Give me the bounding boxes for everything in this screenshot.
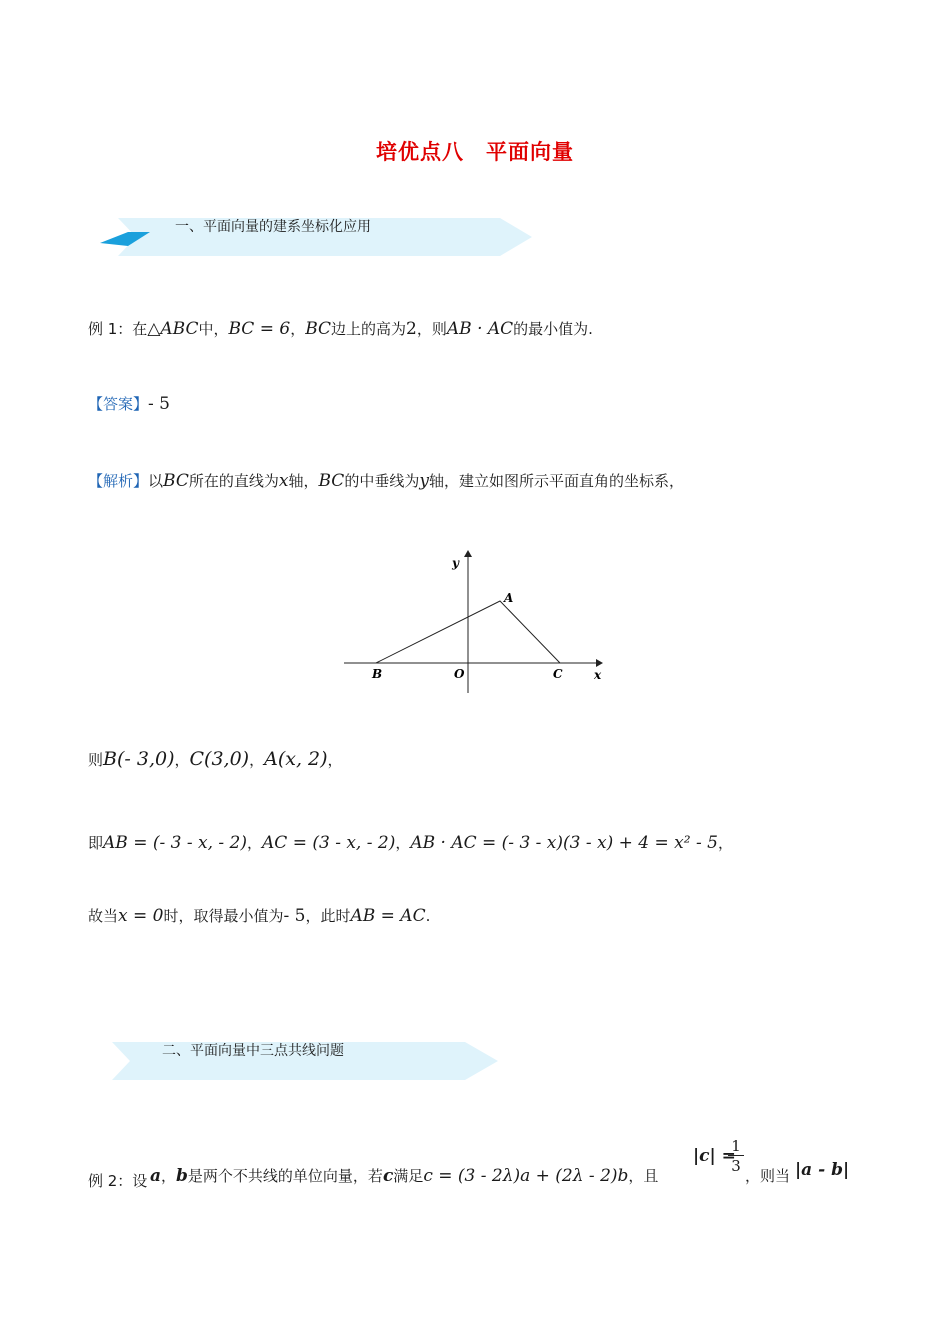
analysis-tag: 【解析】 xyxy=(88,472,149,490)
coordinate-figure xyxy=(340,545,610,695)
example-2-body: a，b是两个不共线的单位向量，若c满足c = (3 - 2λ)a + (2λ - 2)b，且 xyxy=(150,1166,659,1186)
section-banner-1 xyxy=(100,216,540,258)
example-1: 例 1：在△ABC中，BC = 6，BC边上的高为2，则AB · AC的最小值为. xyxy=(88,319,593,339)
analysis-line: 【解析】以BC所在的直线为x轴，BC的中垂线为y轴，建立如图所示平面直角的坐标系， xyxy=(88,471,684,491)
answer-line xyxy=(88,393,170,414)
y-axis-label: y xyxy=(452,556,459,570)
section-label-2: 二、平面向量中三点共线问题 xyxy=(162,1043,344,1059)
point-b-label: B xyxy=(372,667,383,681)
origin-label: O xyxy=(454,667,465,681)
vectors-line: 即AB = (- 3 - x, - 2)，AC = (3 - x, - 2)，AB · AC = (- 3 - x)(3 - x) + 4 = x² - 5， xyxy=(88,833,733,853)
conclusion-line: 故当x = 0时，取得最小值为- 5，此时AB = AC. xyxy=(88,906,431,926)
answer-value: - 5 xyxy=(148,394,170,414)
abs-a-minus-b: |a - b| xyxy=(795,1160,850,1180)
coordinates-line: 则B(- 3,0)，C(3,0)，A(x, 2)， xyxy=(88,748,343,770)
point-a-label: A xyxy=(504,591,514,605)
x-axis-label: x xyxy=(594,668,602,682)
abs-c-expr: |c| = xyxy=(693,1146,736,1166)
section-banner-2 xyxy=(100,1040,510,1082)
point-c-label: C xyxy=(553,667,563,681)
page-title: 培优点八 平面向量 xyxy=(376,140,574,164)
example-2-tail: ，则当 xyxy=(745,1167,791,1185)
section-label-1: 一、平面向量的建系坐标化应用 xyxy=(175,219,371,235)
example-2: 例 2：设 xyxy=(88,1172,148,1190)
fraction-one-third: 1 3 xyxy=(728,1137,744,1176)
answer-tag: 【答案】 xyxy=(88,395,149,413)
